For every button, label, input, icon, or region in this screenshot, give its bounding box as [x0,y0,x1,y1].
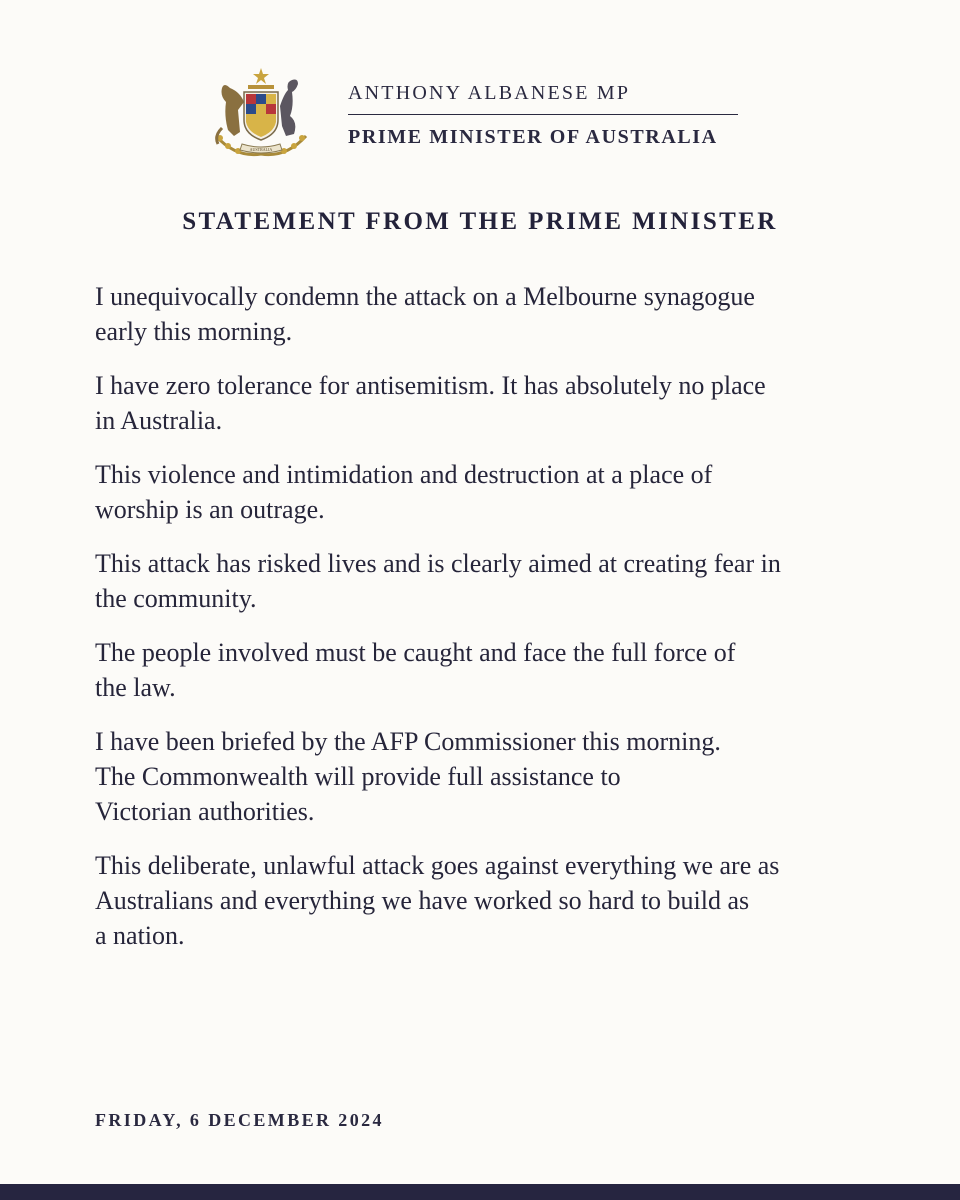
paragraph-line: This violence and intimidation and destruction at a place of [95,460,713,489]
paragraph-line: Australians and everything we have worked so hard to build as [95,886,750,915]
paragraph-line: the law. [95,673,176,702]
paragraph [95,635,885,705]
paragraph-line: The people involved must be caught and face the full force of [95,638,736,667]
paragraph [95,279,885,349]
paragraph-line: early this morning. [95,317,293,346]
paragraph-line: I have zero tolerance for antisemitism. It has absolutely no place [95,371,766,400]
paragraph-line: I have been briefed by the AFP Commissioner this morning. [95,727,721,756]
coat-of-arms-icon [206,66,316,162]
paragraph-line: I unequivocally condemn the attack on a Melbourne synagogue [95,282,755,311]
paragraph-line: The Commonwealth will provide full assistance to [95,762,621,791]
paragraph-line: the community. [95,584,257,613]
divider [348,114,738,115]
office-title: PRIME MINISTER OF AUSTRALIA [348,126,718,148]
letterhead [206,66,746,166]
paragraph-line: Victorian authorities. [95,797,315,826]
paragraph-line: in Australia. [95,406,223,435]
statement-date: FRIDAY, 6 DECEMBER 2024 [95,1110,384,1130]
paragraph [95,368,885,438]
paragraph-line: worship is an outrage. [95,495,325,524]
paragraph-line: This deliberate, unlawful attack goes against everything we are as [95,851,780,880]
paragraph-line: This attack has risked lives and is clearly aimed at creating fear in [95,549,781,578]
paragraph [95,848,885,953]
paragraph [95,546,885,616]
statement-heading: STATEMENT FROM THE PRIME MINISTER [182,208,778,235]
statement-body [95,279,885,972]
paragraph [95,724,885,829]
member-name: ANTHONY ALBANESE MP [348,82,631,104]
paragraph [95,457,885,527]
paragraph-line: a nation. [95,921,185,950]
crest-motto: AUSTRALIA [249,147,273,152]
footer-bar [0,1184,960,1200]
